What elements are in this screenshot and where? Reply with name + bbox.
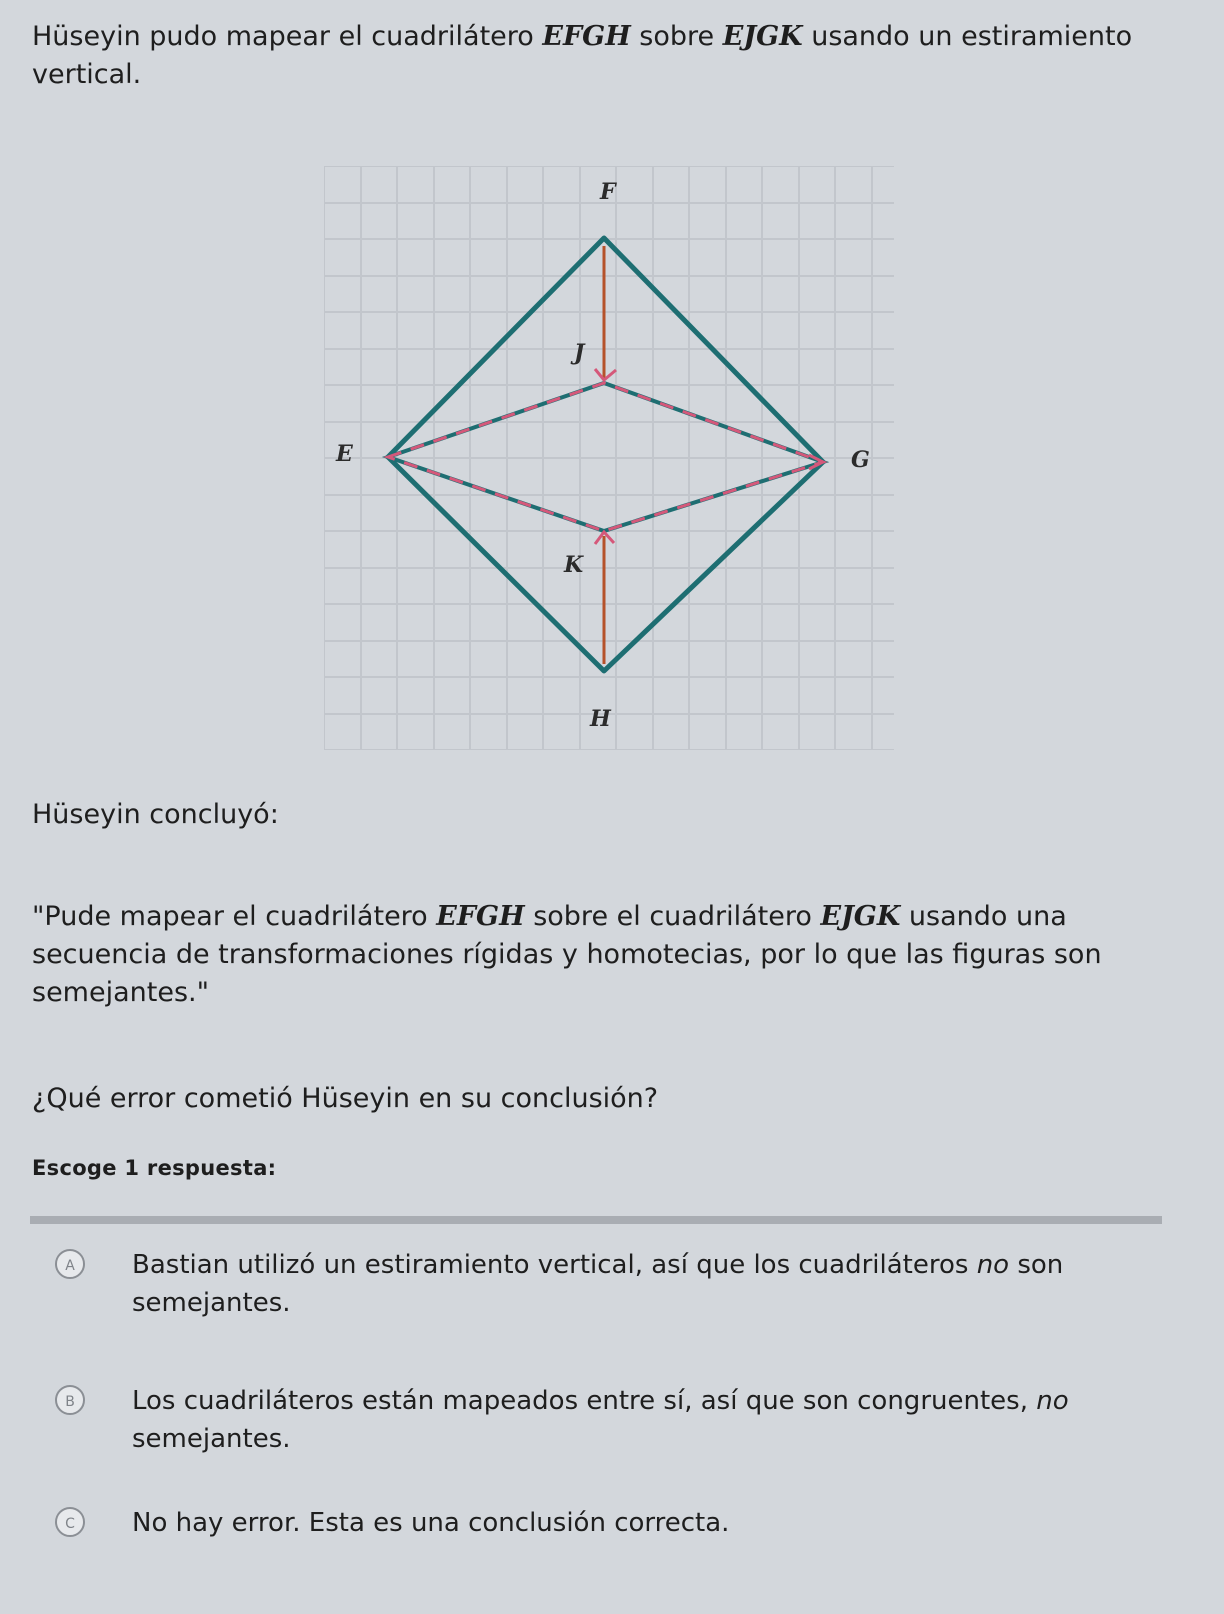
question-text: ¿Qué error cometió Hüseyin en su conclusión? <box>32 1083 659 1114</box>
label-e: E <box>336 441 353 467</box>
choose-label: Escoge 1 respuesta: <box>32 1156 277 1180</box>
radio-button-b[interactable]: B <box>55 1385 85 1415</box>
label-j: J <box>574 340 585 366</box>
choice-b-text: Los cuadriláteros están mapeados entre sí, así que son congruentes, no semejantes. <box>132 1386 1069 1454</box>
label-f: F <box>600 179 616 205</box>
conclusion-lead: Hüseyin concluyó: <box>32 799 279 830</box>
divider <box>30 1216 1162 1224</box>
label-g: G <box>851 447 870 473</box>
figure-name: EJGK <box>722 21 803 52</box>
figure-name: EJGK <box>820 901 901 932</box>
figure-name: EFGH <box>436 901 525 932</box>
radio-button-a[interactable]: A <box>55 1249 85 1279</box>
radio-button-c[interactable]: C <box>55 1507 85 1537</box>
problem-prompt: Hüseyin pudo mapear el cuadrilátero EFGH sobre EJGK usando un estiramiento vertical. <box>32 21 1133 90</box>
grid-diagram <box>324 166 894 750</box>
conclusion-quote: "Pude mapear el cuadrilátero EFGH sobre el cuadrilátero EJGK usando una secuencia de transformaciones rígidas y homotecias, por lo que las figuras son semejantes." <box>32 901 1102 1008</box>
choice-a-text: Bastian utilizó un estiramiento vertical, así que los cuadriláteros no son semejantes. <box>132 1250 1064 1318</box>
choice-c-text: No hay error. Esta es una conclusión correcta. <box>132 1508 730 1538</box>
label-h: H <box>590 706 611 732</box>
label-k: K <box>564 552 584 578</box>
figure-name: EFGH <box>542 21 631 52</box>
